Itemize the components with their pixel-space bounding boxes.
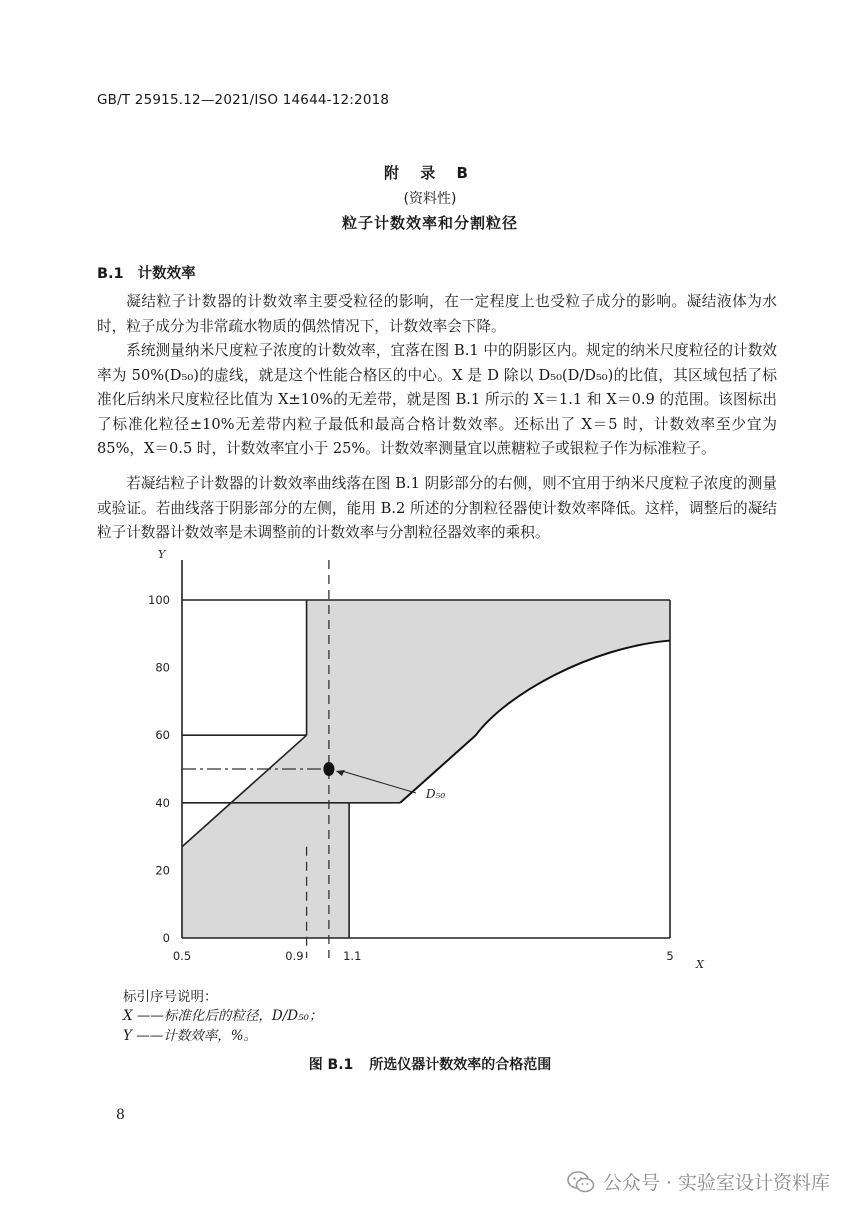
- legend-item-y: Y ——计数效率，%。: [123, 1028, 258, 1044]
- d50-marker: [323, 762, 334, 776]
- y-tick-label: 80: [155, 660, 170, 675]
- legend-title: 标引序号说明：: [123, 989, 218, 1005]
- figure-number: 图 B.1: [308, 1057, 354, 1073]
- paragraph-text: 系统测量纳米尺度粒子浓度的计数效率，宜落在图 B.1 中的阴影区内。规定的纳米尺度粒径的计数效率为 50%(D₅₀)的虚线，就是这个性能合格区的中心。X 是 D 除以 D₅₀(D/D₅₀)的比值，其区域包括了标准化后纳米尺度粒径比值为 X±10%的无差带，就是图 B.1 所示的 X＝1.1 和 X＝0.9 的范围。该图标出了标准化粒径±10%无差带内粒子最低和最高合格计数效率。还标出了 X＝5 时，计数效率至少宜为 85%，X＝0.5 时，计数效率宜小于 25%。计数效率测量宜以蔗糖粒子或银粒子作为标准粒子。: [97, 342, 777, 458]
- paragraph-text: 凝结粒子计数器的计数效率主要受粒径的影响，在一定程度上也受粒子成分的影响。凝结液体为水时，粒子成分为非常疏水物质的偶然情况下，计数效率会下降。: [97, 293, 777, 335]
- appendix-nature: (资料性): [403, 191, 457, 207]
- figure-caption-text: 所选仪器计数效率的合格范围: [369, 1057, 552, 1073]
- legend-item-x: X ——标准化后的粒径，D/D₅₀；: [123, 1008, 323, 1024]
- x-tick-label: 0.5: [172, 949, 192, 963]
- wechat-icon: [567, 1170, 595, 1194]
- x-tick-label: 1.1: [343, 949, 362, 963]
- appendix-subtitle: 粒子计数效率和分割粒径: [341, 214, 518, 232]
- appendix-title: 附 录 B: [384, 164, 476, 182]
- section-number: B.1: [97, 266, 124, 282]
- y-axis-label: Y: [158, 548, 166, 561]
- x-tick-label: 5: [666, 949, 674, 963]
- section-title: 计数效率: [137, 266, 196, 282]
- y-tick-label: 20: [155, 863, 170, 878]
- x-tick-label: 0.9: [285, 949, 304, 963]
- y-tick-label: 0: [162, 931, 170, 945]
- standard-number: GB/T 25915.12—2021/ISO 14644-12:2018: [97, 92, 390, 108]
- paragraph-text: 若凝结粒子计数器的计数效率曲线落在图 B.1 阴影部分的右侧，则不宜用于纳米尺度粒子浓度的测量或验证。若曲线落于阴影部分的左侧，能用 B.2 所述的分割粒径器使计数效率降低。这样，调整后的凝结粒子计数器计数效率是未调整前的计数效率与分割粒径器效率的乘积。: [97, 475, 777, 542]
- page-number: 8: [116, 1107, 125, 1123]
- x-axis-label: X: [696, 958, 704, 971]
- y-tick-label: 60: [155, 728, 170, 743]
- watermark-text: 公众号 · 实验室设计资料库: [602, 1172, 830, 1194]
- y-tick-label: 100: [148, 593, 170, 607]
- figure-caption: [0, 1054, 860, 1074]
- acceptance-band: [182, 600, 670, 938]
- y-tick-label: 40: [155, 795, 170, 810]
- d50-label: D₅₀: [425, 787, 446, 801]
- watermark: [567, 1168, 830, 1195]
